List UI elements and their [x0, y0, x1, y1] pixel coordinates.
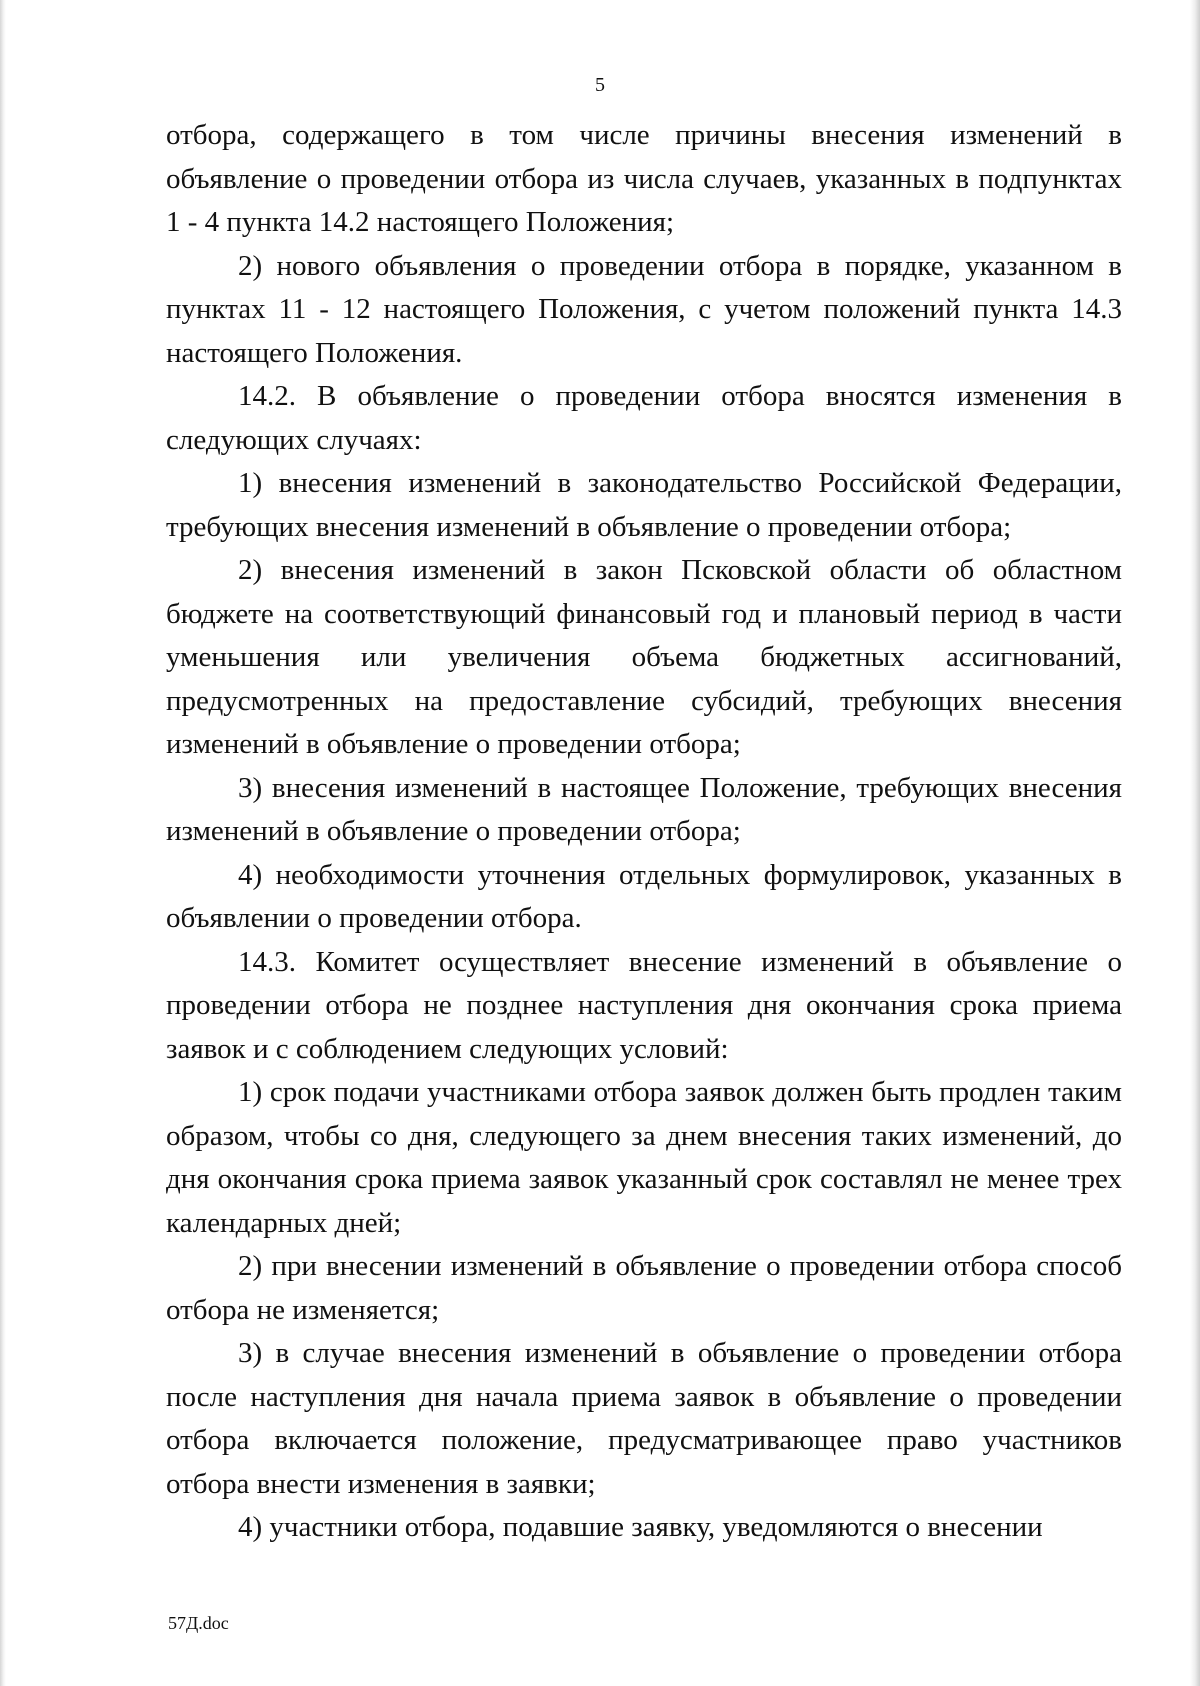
paragraph-clause-14-2: 14.2. В объявление о проведении отбора вносятся изменения в следующих случаях: — [166, 380, 1122, 456]
paragraph-clause-14-3-item-2: 2) при внесении изменений в объявление о проведении отбора способ отбора не изменяется; — [166, 1250, 1122, 1326]
paragraph-clause-14-2-item-1: 1) внесения изменений в законодательство Российской Федерации, требующих внесения изменений в объявление о проведении отбора; — [166, 467, 1122, 543]
paragraph-clause-14-3-item-4: 4) участники отбора, подавшие заявку, уведомляются о внесении — [238, 1511, 1043, 1543]
paragraph-clause-14-2-item-4: 4) необходимости уточнения отдельных формулировок, указанных в объявлении о проведении отбора. — [166, 858, 1122, 934]
paragraph-clause-14-2-item-2: 2) внесения изменений в закон Псковской области об областном бюджете на соответствующий финансовый год и плановый период в части уменьшения или увеличения объема бюджетных ассигнований, предусмотренных на предоставление субсидий, требующих внесения изменений в объявление о проведении отбора; — [166, 554, 1122, 760]
paragraph-clause-14-3: 14.3. Комитет осуществляет внесение изменений в объявление о проведении отбора не позднее наступления дня окончания срока приема заявок и с соблюдением следующих условий: — [166, 945, 1122, 1065]
paragraph-item-2-new-announcement: 2) нового объявления о проведении отбора в порядке, указанном в пунктах 11 - 12 настоящего Положения, с учетом положений пункта 14.3 настоящего Положения. — [166, 249, 1122, 369]
paragraph-continuation: отбора, содержащего в том числе причины внесения изменений в объявление о проведении отбора из числа случаев, указанных в подпунктах 1 - 4 пункта 14.2 настоящего Положения; — [166, 119, 1122, 238]
paragraph-clause-14-3-item-3: 3) в случае внесения изменений в объявление о проведении отбора после наступления дня начала приема заявок в объявление о проведении отбора включается положение, предусматривающее право участников отбора внести изменения в заявки; — [166, 1337, 1122, 1500]
footer-filename: 57Д.doc — [168, 1613, 229, 1633]
scan-edge-left — [0, 0, 6, 1686]
paragraph-clause-14-3-item-1: 1) срок подачи участниками отбора заявок должен быть продлен таким образом, чтобы со дня, следующего за днем внесения таких изменений, до дня окончания срока приема заявок указанный срок составлял не менее трех календарных дней; — [166, 1076, 1122, 1239]
scan-edge-right — [1190, 0, 1200, 1686]
paragraph-clause-14-2-item-3: 3) внесения изменений в настоящее Положение, требующих внесения изменений в объявление о проведении отбора; — [166, 771, 1122, 847]
page-number: 5 — [595, 74, 605, 96]
document-body — [166, 114, 1122, 1550]
